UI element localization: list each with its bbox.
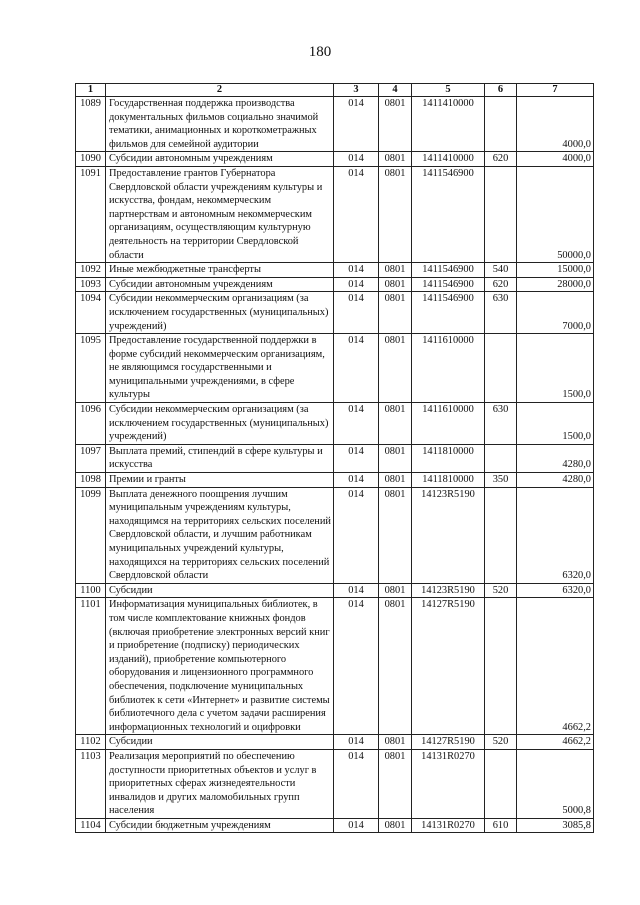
amount-value: 4662,2 [517,598,594,735]
expense-type-code: 630 [485,403,517,445]
amount-value: 6320,0 [517,487,594,583]
row-description: Выплата денежного поощрения лучшим муниципальным учреждениям культуры, находящимся на территориях сельских поселений Свердловской области, и лучшим работникам муниципальных учреждений культуры, находящихся на территориях сельских поселений Свердловской области [106,487,334,583]
ministry-code: 014 [334,487,379,583]
amount-value: 4280,0 [517,444,594,472]
section-code: 0801 [379,166,412,262]
target-article-code: 1411410000 [412,97,485,152]
target-article-code: 14131R0270 [412,818,485,833]
table-row [76,152,594,167]
table-row [76,583,594,598]
section-code: 0801 [379,473,412,488]
table-row [76,818,594,833]
table-row [76,292,594,334]
column-header-6: 6 [485,84,517,97]
section-code: 0801 [379,749,412,818]
target-article-code: 1411810000 [412,473,485,488]
amount-value: 15000,0 [517,263,594,278]
expense-type-code: 620 [485,277,517,292]
row-number: 1090 [76,152,106,167]
expense-type-code: 610 [485,818,517,833]
row-description: Субсидии некоммерческим организациям (за исключением государственных (муниципальных) учреждений) [106,403,334,445]
amount-value: 28000,0 [517,277,594,292]
section-code: 0801 [379,152,412,167]
page-number: 180 [308,44,332,60]
expense-type-code [485,598,517,735]
section-code: 0801 [379,277,412,292]
amount-value: 7000,0 [517,292,594,334]
section-code: 0801 [379,818,412,833]
expense-type-code: 350 [485,473,517,488]
row-number: 1104 [76,818,106,833]
row-description: Премии и гранты [106,473,334,488]
target-article-code: 1411610000 [412,403,485,445]
row-description: Предоставление грантов Губернатора Свердловской области учреждениям культуры и искусства, фондам, некоммерческим партнерствам и автономным некоммерческим организациям, осуществляющим культурную деятельность на территории Свердловской области [106,166,334,262]
ministry-code: 014 [334,166,379,262]
row-number: 1096 [76,403,106,445]
table-row [76,334,594,403]
expense-type-code: 630 [485,292,517,334]
row-number: 1100 [76,583,106,598]
section-code: 0801 [379,598,412,735]
table-row [76,263,594,278]
row-description: Предоставление государственной поддержки в форме субсидий некоммерческим организациям, не являющимся государственными и муниципальными учреждениями, в сфере культуры [106,334,334,403]
row-description: Субсидии [106,583,334,598]
column-header-1: 1 [76,84,106,97]
expense-type-code: 520 [485,735,517,750]
row-description: Реализация мероприятий по обеспечению доступности приоритетных объектов и услуг в приоритетных сферах жизнедеятельности инвалидов и других маломобильных групп населения [106,749,334,818]
row-description: Субсидии некоммерческим организациям (за исключением государственных (муниципальных) учреждений) [106,292,334,334]
section-code: 0801 [379,583,412,598]
row-description: Субсидии автономным учреждениям [106,152,334,167]
table-row [76,403,594,445]
ministry-code: 014 [334,583,379,598]
column-header-3: 3 [334,84,379,97]
row-number: 1095 [76,334,106,403]
amount-value: 4662,2 [517,735,594,750]
row-description: Субсидии автономным учреждениям [106,277,334,292]
row-number: 1101 [76,598,106,735]
expense-type-code [485,487,517,583]
row-description: Иные межбюджетные трансферты [106,263,334,278]
target-article-code: 1411610000 [412,334,485,403]
table-row [76,598,594,735]
section-code: 0801 [379,444,412,472]
ministry-code: 014 [334,473,379,488]
target-article-code: 1411546900 [412,263,485,278]
row-number: 1091 [76,166,106,262]
row-number: 1089 [76,97,106,152]
ministry-code: 014 [334,97,379,152]
table-row [76,749,594,818]
table-header-row [76,84,594,97]
row-number: 1097 [76,444,106,472]
section-code: 0801 [379,334,412,403]
ministry-code: 014 [334,152,379,167]
row-description: Информатизация муниципальных библиотек, в том числе комплектование книжных фондов (включая приобретение электронных версий книг и приобретение (подписку) периодических изданий), приобретение компьютерного оборудования и лицензионного программного обеспечения, подключение муниципальных библиотек к сети «Интернет» и развитие системы библиотечного дела с учетом задачи расширения информационных технологий и оцифровки [106,598,334,735]
ministry-code: 014 [334,292,379,334]
row-number: 1093 [76,277,106,292]
expense-type-code [485,444,517,472]
amount-value: 4280,0 [517,473,594,488]
amount-value: 1500,0 [517,403,594,445]
amount-value: 3085,8 [517,818,594,833]
row-description: Государственная поддержка производства документальных фильмов социально значимой тематики, анимационных и короткометражных фильмов для семейной аудитории [106,97,334,152]
expense-type-code [485,334,517,403]
column-header-5: 5 [412,84,485,97]
amount-value: 1500,0 [517,334,594,403]
ministry-code: 014 [334,277,379,292]
amount-value: 5000,8 [517,749,594,818]
section-code: 0801 [379,263,412,278]
amount-value: 50000,0 [517,166,594,262]
section-code: 0801 [379,97,412,152]
target-article-code: 1411546900 [412,166,485,262]
expense-type-code [485,166,517,262]
row-description: Субсидии бюджетным учреждениям [106,818,334,833]
table-row [76,277,594,292]
ministry-code: 014 [334,403,379,445]
target-article-code: 14127R5190 [412,735,485,750]
target-article-code: 1411410000 [412,152,485,167]
target-article-code: 1411546900 [412,292,485,334]
ministry-code: 014 [334,598,379,735]
section-code: 0801 [379,735,412,750]
table-body [76,97,594,833]
row-number: 1094 [76,292,106,334]
expense-type-code: 520 [485,583,517,598]
section-code: 0801 [379,292,412,334]
row-number: 1102 [76,735,106,750]
table-row [76,735,594,750]
column-header-4: 4 [379,84,412,97]
amount-value: 4000,0 [517,97,594,152]
ministry-code: 014 [334,749,379,818]
expense-type-code: 540 [485,263,517,278]
expense-type-code: 620 [485,152,517,167]
section-code: 0801 [379,487,412,583]
table-row [76,166,594,262]
row-description: Выплата премий, стипендий в сфере культуры и искусства [106,444,334,472]
budget-table [75,83,594,833]
expense-type-code [485,749,517,818]
target-article-code: 1411546900 [412,277,485,292]
ministry-code: 014 [334,444,379,472]
section-code: 0801 [379,403,412,445]
row-number: 1103 [76,749,106,818]
row-description: Субсидии [106,735,334,750]
ministry-code: 014 [334,263,379,278]
row-number: 1098 [76,473,106,488]
ministry-code: 014 [334,334,379,403]
expense-type-code [485,97,517,152]
column-header-7: 7 [517,84,594,97]
target-article-code: 1411810000 [412,444,485,472]
row-number: 1099 [76,487,106,583]
table-row [76,473,594,488]
amount-value: 6320,0 [517,583,594,598]
row-number: 1092 [76,263,106,278]
table-row [76,97,594,152]
ministry-code: 014 [334,735,379,750]
target-article-code: 14123R5190 [412,487,485,583]
table-row [76,487,594,583]
target-article-code: 14123R5190 [412,583,485,598]
target-article-code: 14131R0270 [412,749,485,818]
column-header-2: 2 [106,84,334,97]
target-article-code: 14127R5190 [412,598,485,735]
ministry-code: 014 [334,818,379,833]
table-row [76,444,594,472]
amount-value: 4000,0 [517,152,594,167]
